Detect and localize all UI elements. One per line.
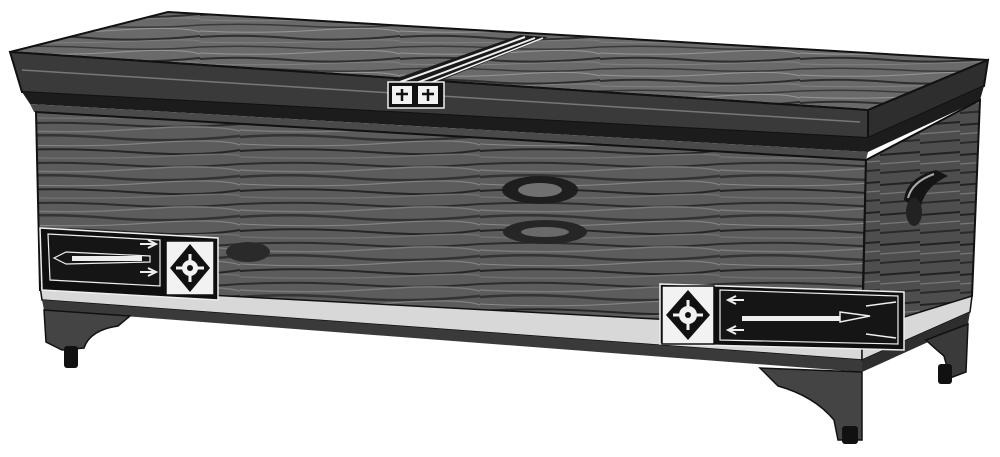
inlay-medallion <box>662 286 714 344</box>
caster-wheel <box>938 364 952 384</box>
lid-lock-inlay <box>388 82 444 108</box>
inlay-medallion <box>166 241 214 295</box>
left-inlay-band <box>40 228 218 300</box>
bracket-foot <box>44 310 130 350</box>
wood-knot <box>226 242 270 262</box>
caster-wheel <box>842 426 858 444</box>
right-inlay-band <box>660 284 904 350</box>
caster-wheel <box>64 346 78 368</box>
